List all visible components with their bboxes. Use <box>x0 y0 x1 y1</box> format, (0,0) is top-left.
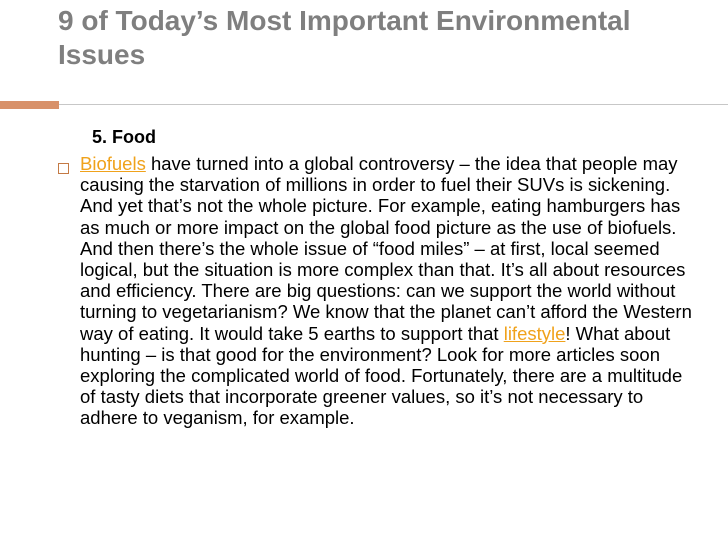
square-bullet-icon <box>58 163 69 174</box>
body-text-part-2: ! What about hunting – is that good for the environment? Look for more articles soon exploring the complicated world of food. Fortunately, there are a multitude of tasty diets that incorporate greener values, so it’s not necessary to adhere to veganism, for example. <box>80 322 683 429</box>
section-heading: 5. Food <box>92 127 156 147</box>
title-accent-bar <box>0 101 59 109</box>
body-paragraph <box>80 153 702 429</box>
title-divider <box>59 104 728 105</box>
lifestyle-link[interactable]: lifestyle <box>503 322 566 344</box>
slide-title: 9 of Today’s Most Important Environmental Issues <box>58 5 631 70</box>
biofuels-link[interactable]: Biofuels <box>80 153 146 174</box>
body-text-part-1: have turned into a global controversy – the idea that people may causing the starvation of millions in order to fuel their SUVs is sickening. And yet that’s not the whole picture. For example, eating hamburgers has as much or more impact on the global food picture as the use of biofuels. And then there’s the whole issue of “food miles” – at first, local seemed logical, but the situation is more complex than that. It’s all about resources and efficiency. There are big questions: can we support the world without turning to vegetarianism? We know that the planet can’t afford the Western way of eating. It would take 5 earths to support that <box>80 153 692 344</box>
